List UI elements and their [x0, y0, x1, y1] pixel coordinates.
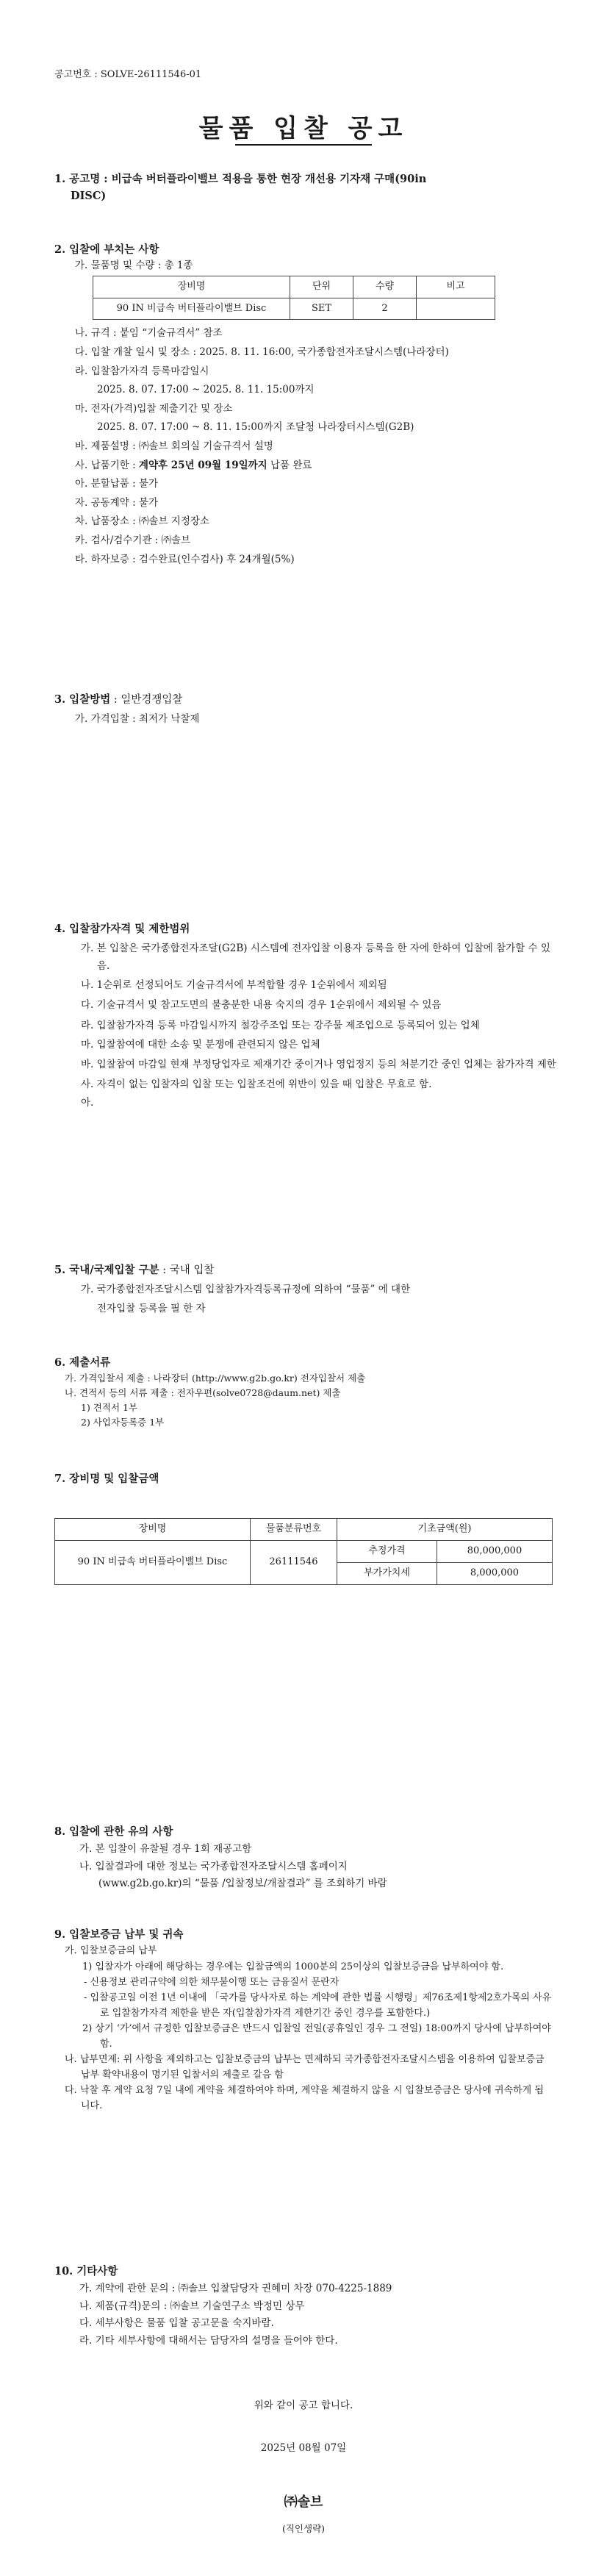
section-3	[54, 691, 569, 728]
section-9	[54, 1926, 569, 2114]
section-2	[54, 241, 569, 568]
section-7-title: 7. 장비명 및 입찰금액	[54, 1473, 159, 1485]
s2-ma: 마. 전자(가격)입찰 제출기간 및 장소	[75, 402, 233, 415]
section-7	[54, 1470, 569, 1585]
s7-th-base: 기초금액(원)	[337, 1519, 553, 1541]
s4-aa: 아.	[81, 1097, 94, 1109]
s2-ja: 자. 공동계약 : 불가	[75, 496, 159, 509]
s2-td-unit: SET	[290, 298, 353, 320]
s2-sa-prefix: 사. 납품기한 :	[75, 459, 139, 471]
s7-td-vat-label: 부가가치세	[337, 1562, 437, 1584]
s4-ma: 마. 입찰참여에 대한 소송 및 분쟁에 관련되지 않은 업체	[81, 1039, 320, 1051]
notice-number: 공고번호 : SOLVE-26111546-01	[54, 69, 202, 80]
s4-ba: 바. 입찰참여 마감일 현재 부정당업자로 제재기간 중이거나 영업정지 등의 처분기간 중인 업체는 참가자격 제한	[81, 1058, 556, 1070]
s6-ga: 가. 가격입찰서 제출 : 나라장터 (http://www.g2b.go.kr) 전자입찰서 제출	[65, 1373, 366, 1384]
s2-sa-suffix: 납품 완료	[267, 459, 312, 471]
s5-title-normal: : 국내 입찰	[159, 1264, 215, 1276]
company-name: ㈜솔브	[284, 2494, 323, 2510]
s8-na: 나. 입찰결과에 대한 정보는 국가종합전자조달시스템 홈페이지	[79, 1860, 348, 1872]
s9-item1: 1) 입찰자가 아래에 해당하는 경우에는 입찰금액의 1000분의 25이상의 입찰보증금을 납부하여야 함.	[82, 1961, 504, 1972]
section-4-title: 4. 입찰참가자격 및 제한범위	[54, 923, 190, 935]
section-4	[54, 920, 569, 1112]
s6-item1: 1) 견적서 1부	[81, 1402, 138, 1414]
s10-ra: 라. 기타 세부사항에 대해서는 담당자의 설명을 들어야 한다.	[79, 2334, 338, 2347]
s2-th-name: 장비명	[93, 276, 290, 298]
s9-dash1: - 신용정보 관리규약에 의한 채무불이행 또는 금융질서 문란자	[84, 1976, 340, 1988]
s6-na: 나. 견적서 등의 서류 제출 : 전자우편(solve0728@daum.net) 제출	[65, 1387, 341, 1399]
s8-ga: 가. 본 입찰이 유찰될 경우 1회 재공고함	[79, 1843, 252, 1856]
s4-ra: 라. 입찰참가자격 등록 마감일시까지 철강주조업 또는 강주물 제조업으로 등록되어 있는 업체	[81, 1019, 480, 1031]
section-1	[54, 171, 569, 204]
s2-th-note: 비고	[417, 276, 495, 298]
s2-aa: 아. 분할납품 : 불가	[75, 478, 159, 490]
section-10	[54, 2263, 569, 2350]
s3-ga: 가. 가격입찰 : 최저가 낙찰제	[75, 713, 200, 726]
s2-ra: 라. 입찰참가자격 등록마감일시	[75, 365, 209, 377]
section-3-title	[54, 691, 569, 709]
s2-td-name: 90 IN 비급속 버터플라이밸브 Disc	[93, 298, 290, 320]
s4-na: 나. 1순위로 선정되어도 기술규격서에 부적합할 경우 1순위에서 제외됨	[81, 979, 387, 992]
s9-ga: 가. 입찰보증금의 납부	[65, 1945, 157, 1957]
s7-td-est-label: 추정가격	[337, 1540, 437, 1562]
section-1-title-cont: DISC)	[71, 190, 107, 203]
s2-ta: 타. 하자보증 : 검수완료(인수검사) 후 24개월(5%)	[75, 553, 295, 565]
s2-cha: 차. 납품장소 : ㈜솔브 지정장소	[75, 515, 209, 528]
s7-td-name: 90 IN 비급속 버터플라이밸브 Disc	[55, 1540, 251, 1584]
s2-th-qty: 수량	[353, 276, 417, 298]
s3-title-bold: 3. 입찰방법	[54, 693, 111, 706]
section-8-title: 8. 입찰에 관한 유의 사항	[54, 1825, 173, 1838]
section-10-title: 10. 기타사항	[54, 2265, 118, 2278]
title-underline	[235, 144, 372, 146]
s2-ka: 카. 검사/검수기관 : ㈜솔브	[75, 534, 191, 546]
s2-ma-date: 2025. 8. 07. 17:00 ~ 8. 11. 15:00까지 조달청 나라장터시스템(G2B)	[97, 421, 414, 434]
s2-th-unit: 단위	[290, 276, 353, 298]
s7-th-class: 물품분류번호	[251, 1519, 337, 1541]
s9-da: 다. 낙찰 후 계약 요청 7일 내에 계약을 체결하여야 하며, 계약을 체결하지 않을 시 입찰보증금은 당사에 귀속하게 됩니다.	[65, 2084, 544, 2111]
s2-da: 다. 입찰 개찰 일시 및 장소 : 2025. 8. 11. 16:00, 국가종합전자조달시스템(나라장터)	[75, 346, 449, 358]
section-5-title	[54, 1262, 569, 1279]
section-2-title: 2. 입찰에 부치는 사항	[54, 243, 159, 256]
section-5	[54, 1262, 569, 1317]
s2-ra-date: 2025. 8. 07. 17:00 ~ 2025. 8. 11. 15:00까지	[97, 384, 315, 396]
s7-td-est-value: 80,000,000	[437, 1540, 553, 1562]
section-1-title: 1. 공고명 : 비급속 버터플라이밸브 적용을 통한 현장 개선용 기자재 구매(90in	[54, 173, 427, 185]
s10-da: 다. 세부사항은 물품 입찰 공고문을 숙지바람.	[79, 2317, 274, 2330]
s2-sa	[75, 458, 569, 474]
s2-ba: 바. 제품설명 : ㈜솔브 회의실 기술규격서 설명	[75, 440, 273, 452]
s7-price-table	[54, 1518, 553, 1584]
page-title: 물품 입찰 공고	[198, 114, 409, 143]
s2-ga: 가. 물품명 및 수량 : 총 1종	[75, 260, 193, 272]
s2-na: 나. 규격 : 붙임 “기술규격서” 참조	[75, 327, 223, 340]
s10-na: 나. 제품(규격)문의 : ㈜솔브 기술연구소 박정민 상무	[79, 2300, 305, 2312]
s3-title-normal: : 일반경쟁입찰	[110, 694, 183, 706]
s7-td-vat-value: 8,000,000	[437, 1562, 553, 1584]
section-8	[54, 1823, 569, 1892]
s4-da: 다. 기술규격서 및 참고도면의 불충분한 내용 숙지의 경우 1순위에서 제외될 수 있음	[81, 999, 442, 1012]
closing-statement: 위와 같이 공고 합니다.	[254, 2400, 353, 2411]
s9-item2: 2) 상기 ‘가’에서 규정한 입찰보증금은 반드시 입찰일 전일(공휴일인 경우 그 전일) 18:00까지 당사에 납부하여야 함.	[82, 2022, 551, 2050]
s2-td-note	[417, 298, 495, 320]
s9-dash2: - 입찰공고일 이전 1년 이내에 「국가를 당사자로 하는 계약에 관한 법률 시행령」제76조제1항제2호가목의 사유로 입찰참가자격 제한을 받은 자(입찰참가자격 제한기간 중인 경우를 포함한다.)	[84, 1992, 552, 2019]
s9-na: 나. 납부면제: 위 사항을 제외하고는 입찰보증금의 납부는 면제하되 국가종합전자조달시스템을 이용하여 입찰보증금 납부 확약내용이 명기된 입찰서의 제출로 갈음 함	[65, 2053, 545, 2081]
s5-title-bold: 5. 국내/국제입찰 구분	[54, 1264, 159, 1276]
s6-item2: 2) 사업자등록증 1부	[81, 1417, 165, 1428]
s2-item-table	[93, 276, 495, 321]
s5-ga-cont: 전자입찰 등록을 필 한 자	[97, 1302, 206, 1314]
s4-sa: 사. 자격이 없는 입찰자의 입찰 또는 입찰조건에 위반이 있을 때 입찰은 무효로 함.	[81, 1078, 432, 1090]
seal-omitted-note: (직인생략)	[281, 2523, 326, 2534]
section-6	[54, 1354, 569, 1430]
s7-td-class: 26111546	[251, 1540, 337, 1584]
s8-na-cont: (www.g2b.go.kr)의 “물품 /입찰정보/개찰결과” 를 조회하기 바람	[98, 1878, 387, 1890]
s5-ga: 가. 국가종합전자조달시스템 입찰참가자격등록규정에 의하여 “물품” 에 대한	[81, 1284, 411, 1296]
s4-ga: 가. 본 입찰은 국가종합전자조달(G2B) 시스템에 전자입찰 이용자 등록을 한 자에 한하여 입찰에 참가할 수 있음.	[81, 942, 550, 972]
s2-sa-deadline: 계약후 25년 09월 19일까지	[138, 459, 267, 471]
s10-ga: 가. 계약에 관한 문의 : ㈜솔브 입찰담당자 권혜미 차장 070-4225-1889	[79, 2283, 392, 2295]
s2-td-qty: 2	[353, 298, 417, 320]
s7-th-name: 장비명	[55, 1519, 251, 1541]
notice-date: 2025년 08월 07일	[260, 2442, 347, 2454]
section-9-title: 9. 입찰보증금 납부 및 귀속	[54, 1928, 184, 1941]
section-6-title: 6. 제출서류	[54, 1356, 111, 1369]
